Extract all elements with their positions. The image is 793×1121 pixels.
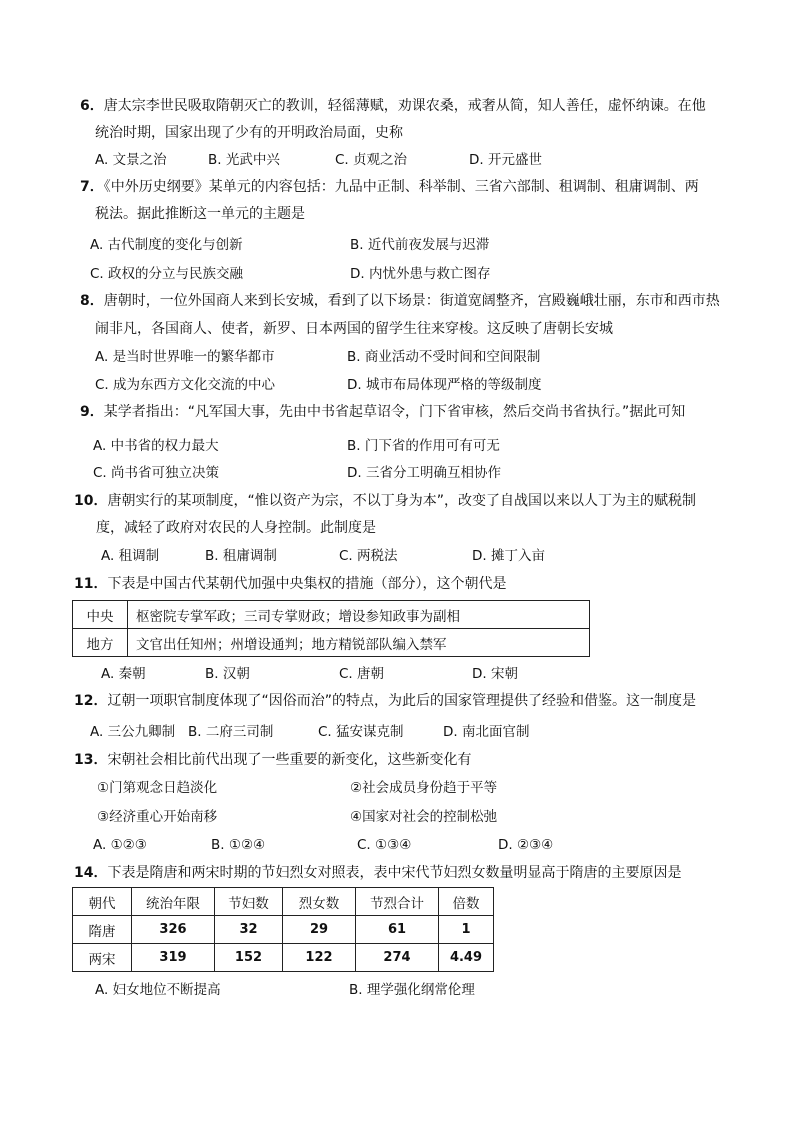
table-cell: 枢密院专掌军政；三司专掌财政；增设参知政事为副相 (128, 601, 590, 629)
question-8-line-2: 闹非凡，各国商人、使者，新罗、日本两国的留学生往来穿梭。这反映了唐朝长安城 (95, 321, 613, 337)
table-row (73, 601, 590, 629)
q6-option-c[interactable]: C. 贞观之治 (335, 152, 408, 168)
q7-option-c[interactable]: C. 政权的分立与民族交融 (90, 266, 244, 282)
table-header-cell: 统治年限 (132, 888, 215, 916)
q6-option-d[interactable]: D. 开元盛世 (469, 152, 542, 168)
table-cell: 两宋 (73, 944, 132, 972)
question-7-line-1: 7．《中外历史纲要》某单元的内容包括：九品中正制、科举制、三省六部制、租调制、租庸调制、两 (80, 179, 699, 195)
table-header-cell: 节烈合计 (356, 888, 439, 916)
question-10-line-1: 10．唐朝实行的某项制度，“惟以资产为宗，不以丁身为本”，改变了自战国以来以人丁为主的赋税制 (74, 493, 696, 509)
table-cell: 文官出任知州；州增设通判；地方精锐部队编入禁军 (128, 629, 590, 657)
q13-item-4: ④国家对社会的控制松弛 (350, 809, 498, 825)
q14-option-b[interactable]: B. 理学强化纲常伦理 (349, 982, 475, 998)
q9-option-b[interactable]: B. 门下省的作用可有可无 (347, 438, 500, 454)
table-header-cell: 烈女数 (283, 888, 356, 916)
q13-item-3: ③经济重心开始南移 (97, 809, 218, 825)
q9-option-d[interactable]: D. 三省分工明确互相协作 (347, 465, 501, 481)
q11-option-b[interactable]: B. 汉朝 (205, 666, 250, 682)
question-12-line-1: 12．辽朝一项职官制度体现了“因俗而治”的特点，为此后的国家管理提供了经验和借鉴。这一制度是 (74, 693, 696, 709)
table-cell: 326 (132, 916, 215, 944)
question-8-line-1: 8．唐朝时，一位外国商人来到长安城，看到了以下场景：街道宽阔整齐，宫殿巍峨壮丽，东市和西市热 (80, 293, 720, 309)
q12-option-a[interactable]: A. 三公九卿制 (90, 724, 176, 740)
q8-option-d[interactable]: D. 城市布局体现严格的等级制度 (347, 377, 542, 393)
q13-option-d[interactable]: D. ②③④ (498, 837, 554, 853)
q8-option-a[interactable]: A. 是当时世界唯一的繁华都市 (95, 349, 275, 365)
table-row (73, 629, 590, 657)
q14-option-a[interactable]: A. 妇女地位不断提高 (95, 982, 221, 998)
question-9-line-1: 9．某学者指出：“凡军国大事，先由中书省起草诏令，门下省审核，然后交尚书省执行。”据此可知 (80, 404, 686, 420)
q12-option-d[interactable]: D. 南北面官制 (443, 724, 530, 740)
table-cell: 32 (215, 916, 283, 944)
table-header-cell: 节妇数 (215, 888, 283, 916)
q11-table (72, 600, 590, 657)
q6-option-b[interactable]: B. 光武中兴 (208, 152, 280, 168)
q9-option-a[interactable]: A. 中书省的权力最大 (93, 438, 219, 454)
table-cell: 隋唐 (73, 916, 132, 944)
q9-option-c[interactable]: C. 尚书省可独立决策 (93, 465, 220, 481)
q10-option-b[interactable]: B. 租庸调制 (205, 548, 277, 564)
table-cell: 122 (283, 944, 356, 972)
q10-option-d[interactable]: D. 摊丁入亩 (472, 548, 545, 564)
q10-option-c[interactable]: C. 两税法 (339, 548, 398, 564)
q7-option-d[interactable]: D. 内忧外患与救亡图存 (350, 266, 491, 282)
table-cell: 1 (439, 916, 494, 944)
table-header-row (73, 888, 494, 916)
q7-option-a[interactable]: A. 古代制度的变化与创新 (90, 237, 243, 253)
q8-option-b[interactable]: B. 商业活动不受时间和空间限制 (347, 349, 541, 365)
q11-option-a[interactable]: A. 秦朝 (101, 666, 146, 682)
question-14-line-1: 14．下表是隋唐和两宋时期的节妇烈女对照表，表中宋代节妇烈女数量明显高于隋唐的主要原因是 (74, 865, 682, 881)
table-cell: 274 (356, 944, 439, 972)
q13-item-1: ①门第观念日趋淡化 (97, 780, 218, 796)
question-7-line-2: 税法。据此推断这一单元的主题是 (95, 206, 305, 222)
table-row (73, 944, 494, 972)
q12-option-c[interactable]: C. 猛安谋克制 (318, 724, 404, 740)
q7-option-b[interactable]: B. 近代前夜发展与迟滞 (350, 237, 490, 253)
table-row (73, 916, 494, 944)
question-6-line-1: 6．唐太宗李世民吸取隋朝灭亡的教训，轻徭薄赋，劝课农桑，戒奢从简，知人善任，虚怀纳谏。在他 (80, 98, 706, 114)
question-6-line-2: 统治时期，国家出现了少有的开明政治局面，史称 (95, 125, 403, 141)
q13-option-b[interactable]: B. ①②④ (211, 837, 266, 853)
q8-option-c[interactable]: C. 成为东西方文化交流的中心 (95, 377, 276, 393)
question-10-line-2: 度，减轻了政府对农民的人身控制。此制度是 (96, 520, 376, 536)
q11-option-d[interactable]: D. 宋朝 (472, 666, 518, 682)
q14-table (72, 887, 494, 972)
table-header-cell: 倍数 (439, 888, 494, 916)
q10-option-a[interactable]: A. 租调制 (101, 548, 160, 564)
table-cell: 319 (132, 944, 215, 972)
q12-option-b[interactable]: B. 二府三司制 (188, 724, 274, 740)
table-header-cell: 朝代 (73, 888, 132, 916)
table-cell: 29 (283, 916, 356, 944)
table-cell: 152 (215, 944, 283, 972)
table-cell: 中央 (73, 601, 128, 629)
question-13-line-1: 13．宋朝社会相比前代出现了一些重要的新变化，这些新变化有 (74, 752, 472, 768)
q11-option-c[interactable]: C. 唐朝 (339, 666, 385, 682)
q13-option-a[interactable]: A. ①②③ (93, 837, 147, 853)
q13-item-2: ②社会成员身份趋于平等 (350, 780, 498, 796)
table-cell: 4.49 (439, 944, 494, 972)
q13-option-c[interactable]: C. ①③④ (357, 837, 412, 853)
q6-option-a[interactable]: A. 文景之治 (95, 152, 167, 168)
question-11-line-1: 11．下表是中国古代某朝代加强中央集权的措施（部分），这个朝代是 (74, 576, 507, 592)
table-cell: 61 (356, 916, 439, 944)
table-cell: 地方 (73, 629, 128, 657)
